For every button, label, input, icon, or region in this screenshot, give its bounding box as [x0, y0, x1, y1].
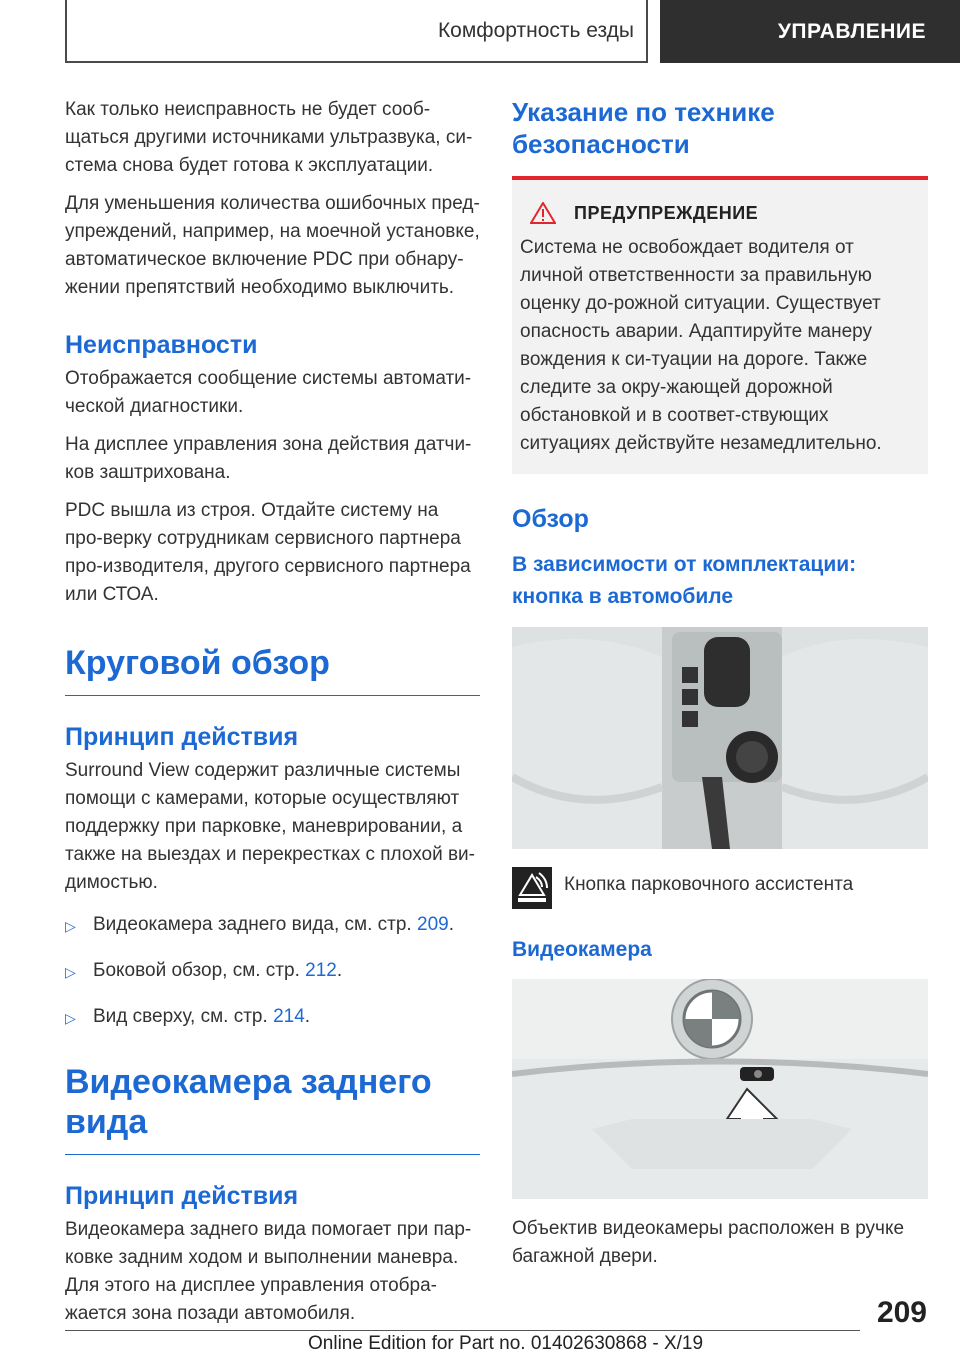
- intro-paragraph-2: Для уменьшения количества ошибочных пред-упреждений, например, на моечной установке, автоматическое включение PDC при обнару-жении препятствий необходимо выключить.: [65, 193, 480, 298]
- button-caption-row: [512, 867, 928, 909]
- page-link-214[interactable]: 214: [273, 1006, 305, 1027]
- surround-principle-heading: Принцип действия: [65, 723, 299, 751]
- faults-paragraph-1: Отображается сообщение системы автомати-ческой диагностики.: [65, 368, 472, 417]
- triangle-bullet-icon: ▷: [65, 918, 76, 934]
- surround-heading: Круговой обзор: [65, 644, 330, 682]
- tailgate-camera-photo: [512, 979, 928, 1199]
- warning-title: ПРЕДУПРЕЖДЕНИЕ: [574, 202, 759, 223]
- warning-title-row: [520, 202, 920, 224]
- page-link-212[interactable]: 212: [305, 960, 337, 981]
- warning-box: [512, 176, 928, 474]
- header-chapter-tab: [660, 0, 960, 63]
- camera-heading: Видеокамера: [512, 938, 652, 961]
- footer-edition: Online Edition for Part no. 01402630868 - X/19: [308, 1333, 704, 1354]
- safety-heading: Указание по технике безопасности: [512, 97, 775, 159]
- console-photo-illustration: [512, 627, 928, 849]
- intro-paragraph-1: Как только неисправность не будет сооб-щаться другими источниками ультразвука, си-стема снова будет готова к эксплуатации.: [65, 99, 473, 176]
- warning-triangle-icon: [530, 202, 556, 224]
- triangle-bullet-icon: ▷: [65, 964, 76, 980]
- list-item: ▷ Вид сверху, см. стр. 214.: [65, 1003, 480, 1032]
- warning-text: Система не освобождает водителя от личной ответственности за правильную оценку до-рожной ситуации. Существует опасность аварии. Адаптируйте манеру вождения к си-туации на дороге. Также следите за окру-жающей дорожной обстановкой и в соответ-ствующих ситуациях действуйте незамедлительно.: [520, 237, 882, 454]
- equipment-heading: В зависимости от комплектации: кнопка в автомобиле: [512, 553, 857, 608]
- faults-paragraph-3: PDC вышла из строя. Отдайте систему на про-верку сотрудникам сервисного партнера про-изводителя, другого сервисного партнера или СТОА.: [65, 500, 471, 605]
- triangle-bullet-icon: ▷: [65, 1010, 76, 1026]
- rearcam-paragraph: Видеокамера заднего вида помогает при пар-ковке задним ходом и выполнении маневра. Для этого на дисплее управления отобра-жается зона позади автомобиля.: [65, 1219, 472, 1324]
- surround-paragraph: Surround View содержит различные системы помощи с камерами, которые осуществляют поддержку при парковке, маневрировании, а также на выездах и перекрестках с плохой ви-димостью.: [65, 760, 475, 893]
- faults-heading: Неисправности: [65, 331, 258, 359]
- header-section-title: Комфортность езды: [437, 18, 634, 42]
- faults-paragraph-2: На дисплее управления зона действия датчи-ков заштрихована.: [65, 434, 472, 483]
- header-section-tab: [65, 0, 648, 63]
- button-caption: Кнопка парковочного ассистента: [564, 874, 854, 895]
- page-link-209[interactable]: 209: [417, 914, 449, 935]
- rearcam-rule: [65, 1154, 480, 1155]
- header-chapter-title: УПРАВЛЕНИЕ: [777, 19, 926, 43]
- left-column: [65, 96, 480, 1338]
- rearcam-heading: Видеокамера заднего вида: [65, 1063, 432, 1141]
- rearcam-principle-heading: Принцип действия: [65, 1182, 299, 1210]
- right-column: [512, 96, 928, 1281]
- camera-caption: Объектив видеокамеры расположен в ручке багажной двери.: [512, 1218, 905, 1267]
- list-item: ▷ Видеокамера заднего вида, см. стр. 209.: [65, 911, 480, 940]
- surround-rule: [65, 695, 480, 696]
- console-photo: [512, 627, 928, 849]
- park-assist-button-icon: [512, 867, 552, 909]
- page-number: 209: [876, 1296, 927, 1329]
- list-item: ▷ Боковой обзор, см. стр. 212.: [65, 957, 480, 986]
- overview-heading: Обзор: [512, 505, 589, 533]
- footer-rule: [65, 1330, 860, 1331]
- tailgate-camera-illustration: [512, 979, 928, 1199]
